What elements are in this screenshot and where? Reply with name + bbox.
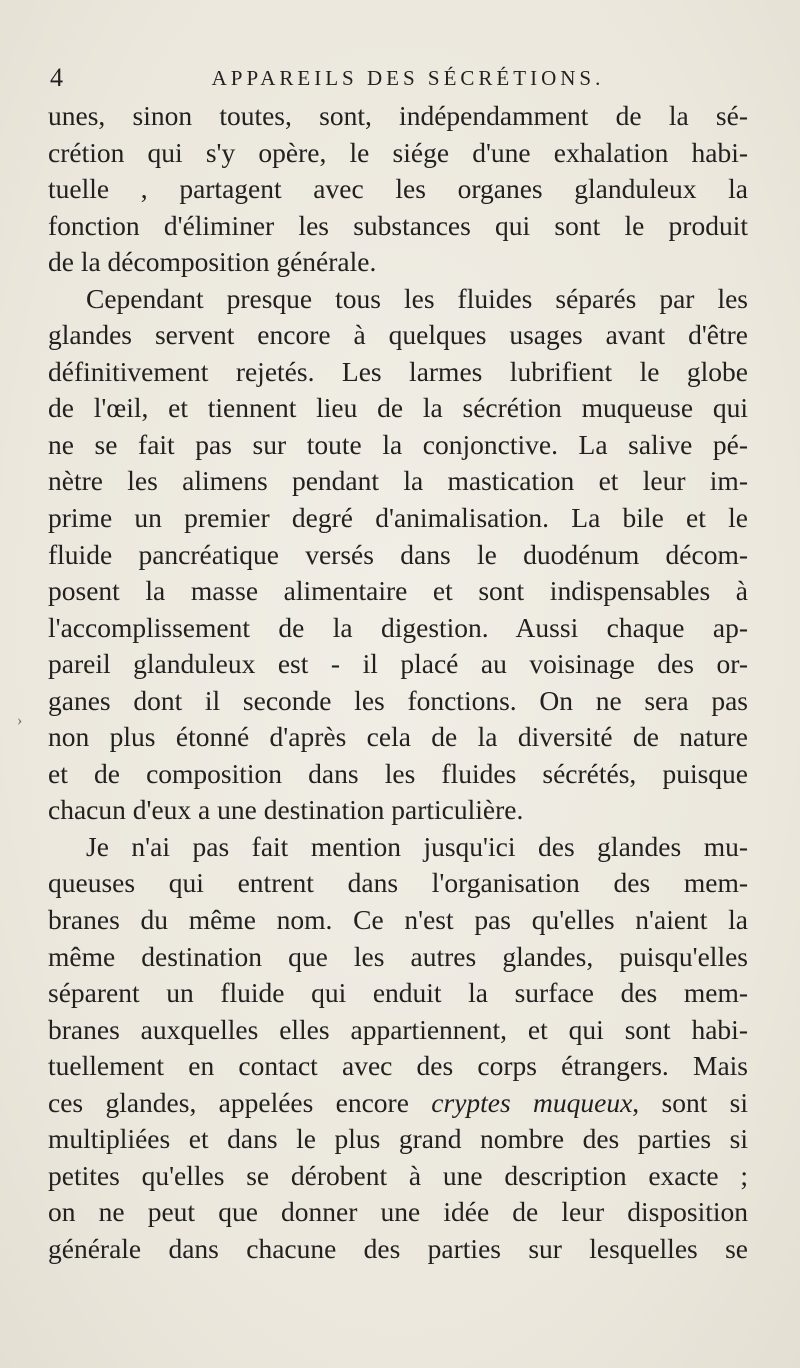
paragraph-start-line: Cependant presque tous les fluides séparés par les	[86, 282, 748, 314]
text-line: petites qu'elles se dérobent à une description exacte ;	[48, 1159, 748, 1191]
text-line: fluide pancréatique versés dans le duodénum décom-	[48, 538, 748, 570]
italic-term: cryptes muqueux	[431, 1086, 633, 1118]
text-line: on ne peut que donner une idée de leur disposition	[48, 1196, 748, 1228]
text-line: ganes dont il seconde les fonctions. On ne sera pas	[48, 684, 748, 716]
text-line: nètre les alimens pendant la mastication et leur im-	[48, 465, 748, 497]
text-line: tuellement en contact avec des corps étrangers. Mais	[48, 1050, 748, 1082]
text-line: pareil glanduleux est - il placé au voisinage des or-	[48, 648, 748, 680]
text-line: même destination que les autres glandes, puisqu'elles	[48, 940, 748, 972]
text-segment: ces glandes, appelées encore	[48, 1086, 409, 1118]
text-line: tuelle , partagent avec les organes glanduleux la	[48, 173, 748, 205]
text-line-with-italic	[48, 1085, 748, 1122]
text-line: séparent un fluide qui enduit la surface des mem-	[48, 977, 748, 1009]
text-line: générale dans chacune des parties sur lesquelles se	[48, 1232, 748, 1264]
page-number: 4	[50, 63, 63, 92]
text-line: crétion qui s'y opère, le siége d'une exhalation habi-	[48, 136, 748, 168]
text-line: de la décomposition générale.	[48, 246, 377, 278]
text-line: multipliées et dans le plus grand nombre des parties si	[48, 1123, 748, 1155]
page-header	[50, 58, 740, 98]
text-line: glandes servent encore à quelques usages avant d'être	[48, 319, 748, 351]
text-line: fonction d'éliminer les substances qui sont le produit	[48, 209, 748, 241]
text-line: et de composition dans les fluides sécrétés, puisque	[48, 757, 748, 789]
text-segment: , sont si	[632, 1086, 749, 1118]
margin-mark: ›	[17, 712, 23, 729]
text-line: posent la masse alimentaire et sont indispensables à	[48, 575, 748, 607]
text-line: prime un premier degré d'animalisation. La bile et le	[48, 502, 748, 534]
running-title: APPAREILS DES SÉCRÉTIONS.	[211, 66, 605, 90]
text-line: unes, sinon toutes, sont, indépendamment de la sé-	[48, 100, 748, 131]
text-line: queuses qui entrent dans l'organisation des mem-	[48, 867, 748, 899]
text-line: définitivement rejetés. Les larmes lubrifient le globe	[48, 355, 748, 387]
text-line: de l'œil, et tiennent lieu de la sécrétion muqueuse qui	[48, 392, 748, 424]
paragraph-start-line: Je n'ai pas fait mention jusqu'ici des glandes mu-	[86, 830, 748, 862]
text-line: ne se fait pas sur toute la conjonctive. La salive pé-	[48, 428, 748, 460]
text-line: non plus étonné d'après cela de la diversité de nature	[48, 721, 748, 753]
text-line: branes auxquelles elles appartiennent, et qui sont habi-	[48, 1013, 748, 1045]
text-line: l'accomplissement de la digestion. Aussi chaque ap-	[48, 611, 748, 643]
text-line: chacun d'eux a une destination particulière.	[48, 794, 524, 826]
body-text	[48, 98, 748, 1268]
text-line: branes du même nom. Ce n'est pas qu'elles n'aient la	[48, 904, 748, 936]
